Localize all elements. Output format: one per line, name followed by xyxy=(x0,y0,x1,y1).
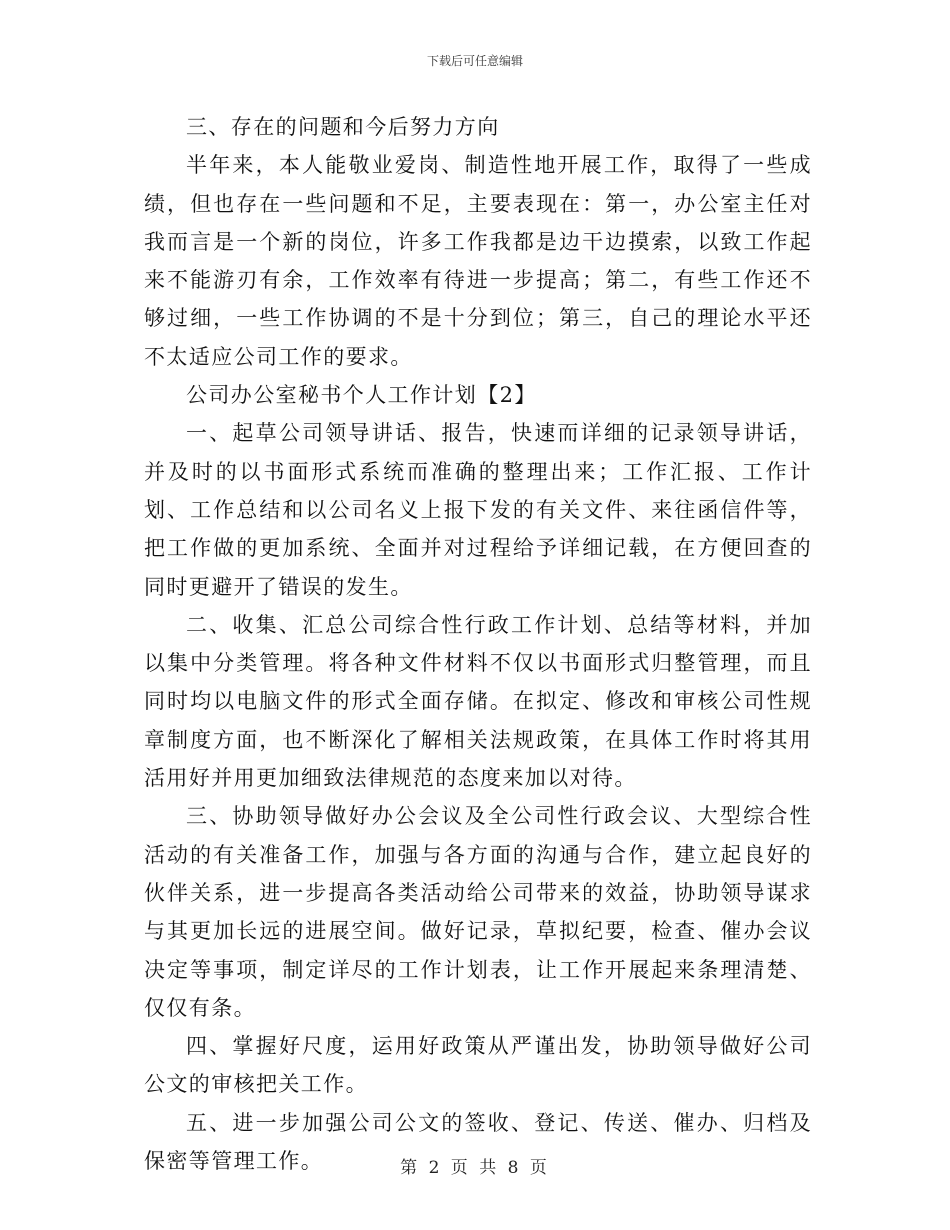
paragraph-item-4: 四、掌握好尺度，运用好政策从严谨出发，协助领导做好公司公文的审核把关工作。 xyxy=(144,1034,812,1097)
document-body xyxy=(144,108,812,1180)
paragraph-item-3: 三、协助领导做好办公会议及全公司性行政会议、大型综合性活动的有关准备工作，加强与各方面的沟通与合作，建立起良好的伙伴关系，进一步提高各类活动给公司带来的效益，协助领导谋求与其更加长远的进展空间。做好记录，草拟纪要，检查、催办会议决定等事项，制定详尽的工作计划表，让工作开展起来条理清楚、仅仅有条。 xyxy=(144,804,812,1020)
paragraph-summary: 半年来，本人能敬业爱岗、制造性地开展工作，取得了一些成绩，但也存在一些问题和不足，主要表现在：第一，办公室主任对我而言是一个新的岗位，许多工作我都是边干边摸索，以致工作起来不能游刃有余，工作效率有待进一步提高；第二，有些工作还不够过细，一些工作协调的不是十分到位；第三，自己的理论水平还不太适应公司工作的要求。 xyxy=(144,153,812,369)
paragraph-item-1: 一、起草公司领导讲话、报告，快速而详细的记录领导讲话，并及时的以书面形式系统而准确的整理出来；工作汇报、工作计划、工作总结和以公司名义上报下发的有关文件、来往函信件等，把工作做的更加系统、全面并对过程给予详细记载，在方便回查的同时更避开了错误的发生。 xyxy=(144,421,812,599)
page-header: 下载后可任意编辑 xyxy=(426,54,523,68)
paragraph-item-5: 五、进一步加强公司公文的签收、登记、传送、催办、归档及保密等管理工作。 xyxy=(144,1110,812,1174)
paragraph-item-2: 二、收集、汇总公司综合性行政工作计划、总结等材料，并加以集中分类管理。将各种文件材料不仅以书面形式归整管理，而且同时均以电脑文件的形式全面存储。在拟定、修改和审核公司性规章制度方面，也不断深化了解相关法规政策，在具体工作时将其用活用好并用更加细致法律规范的态度来加以对待。 xyxy=(144,612,812,791)
page-number: 第 2 页 共 8 页 xyxy=(400,1158,550,1178)
section-title-plan: 公司办公室秘书个人工作计划【2】 xyxy=(186,383,537,408)
section-heading-problems: 三、存在的问题和今后努力方向 xyxy=(186,115,500,139)
